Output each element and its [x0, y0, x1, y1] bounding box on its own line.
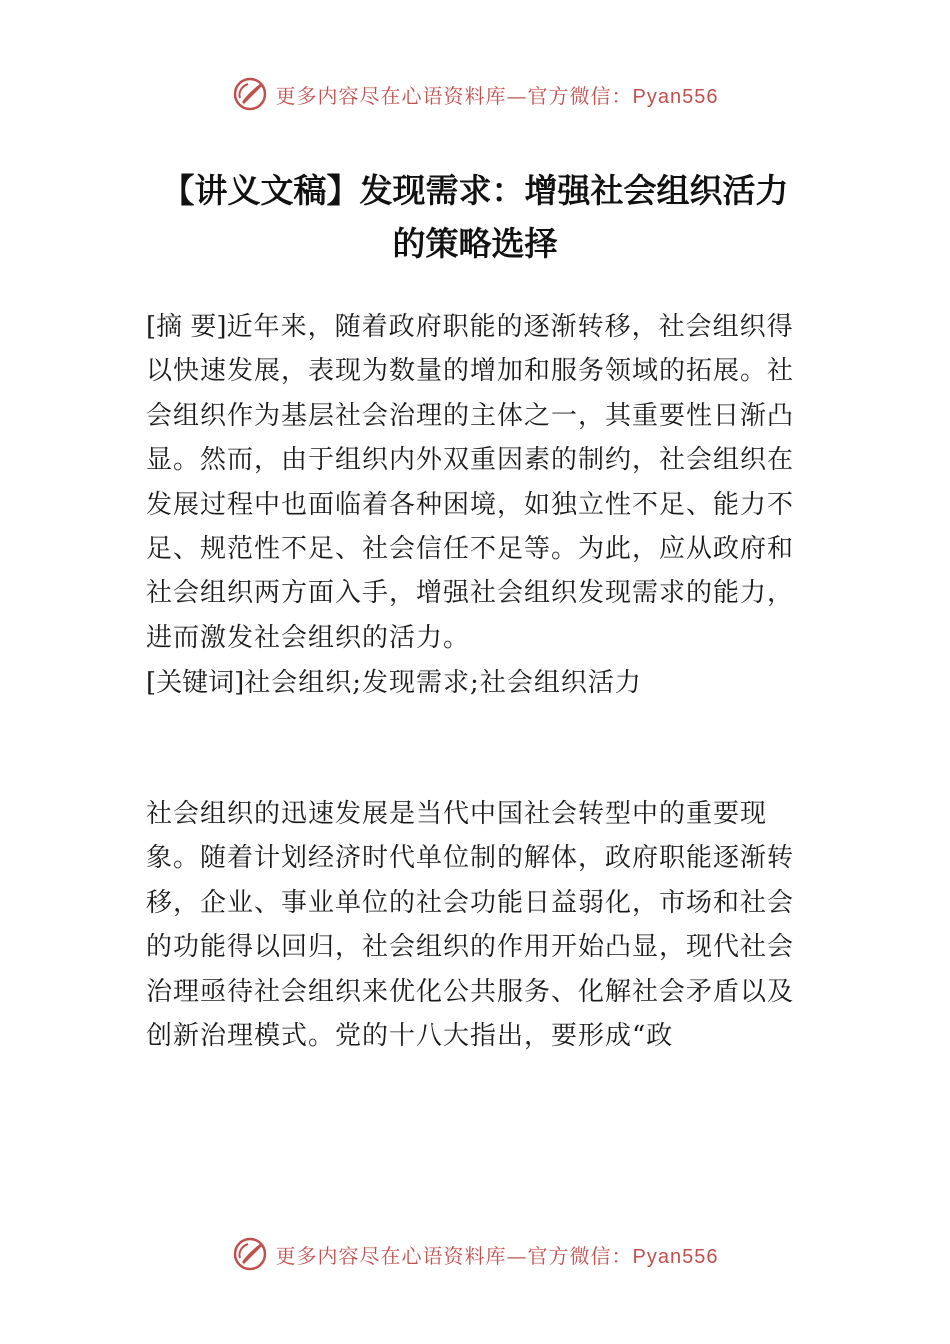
- abstract-text: 近年来，随着政府职能的逐渐转移，社会组织得以快速发展，表现为数量的增加和服务领域的拓展。社会组织作为基层社会治理的主体之一，其重要性日渐凸显。然而，由于组织内外双重因素的制约，社会组织在发展过程中也面临着各种困境，如独立性不足、能力不足、规范性不足、社会信任不足等。为此，应从政府和社会组织两方面入手，增强社会组织发现需求的能力，进而激发社会组织的活力。: [146, 312, 795, 653]
- footer-banner: [0, 1232, 950, 1276]
- pen-logo-icon: [232, 76, 268, 112]
- document-title: [120, 164, 830, 270]
- pen-logo-icon: [232, 1236, 268, 1272]
- abstract-tag: [摘 要]: [146, 312, 227, 342]
- keywords-text: 社会组织;发现需求;社会组织活力: [244, 668, 642, 698]
- header-banner: [0, 72, 950, 116]
- abstract-paragraph: [146, 305, 810, 660]
- wechat-id: Pyan556: [632, 85, 719, 108]
- banner-text: 更多内容尽在心语资料库—官方微信：Pyan556: [275, 83, 719, 108]
- title-line-1: 【讲义文稿】发现需求：增强社会组织活力: [161, 171, 789, 210]
- keywords-tag: [关键词]: [146, 668, 245, 698]
- banner-text: 更多内容尽在心语资料库—官方微信：Pyan556: [275, 1243, 719, 1268]
- wechat-id: Pyan556: [632, 1245, 719, 1268]
- keywords-paragraph: [146, 661, 810, 705]
- intro-paragraph: 社会组织的迅速发展是当代中国社会转型中的重要现象。随着计划经济时代单位制的解体，政府职能逐渐转移，企业、事业单位的社会功能日益弱化，市场和社会的功能得以回归，社会组织的作用开始凸显，现代社会治理亟待社会组织来优化公共服务、化解社会矛盾以及创新治理模式。党的十八大指出，要形成“政: [146, 799, 795, 1052]
- title-line-2: 的策略选择: [392, 224, 558, 263]
